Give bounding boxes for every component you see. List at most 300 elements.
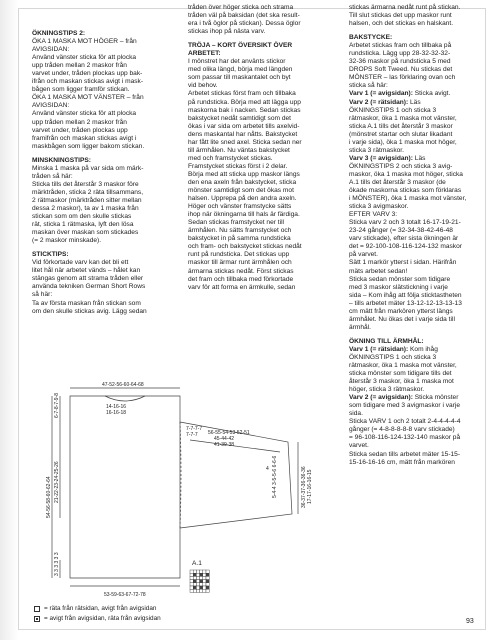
text-line	[349, 324, 480, 332]
text-run: AVIGSIDAN:	[32, 46, 70, 54]
chart-cell	[196, 586, 199, 589]
page-number: 93	[466, 618, 474, 625]
text-run: ärmhål.	[349, 323, 371, 331]
text-run: MÖNSTER – las förklaring ovan och	[349, 74, 456, 82]
text-line	[349, 402, 480, 410]
text-run: maskor, öka 1 maska mot höger, sticka	[349, 170, 463, 178]
sleeve-length-label-2: 17-17-16-16-15	[307, 469, 313, 504]
text-run: cm mätt från markören ytterst längs	[349, 307, 453, 315]
chart-cell	[200, 573, 203, 576]
text-run: Arbetet stickas först fram och tillbaka	[188, 90, 296, 98]
text-column-2	[188, 4, 336, 292]
text-run: Framstycket stickas först i 2 delar.	[188, 162, 288, 170]
text-run: runt på rundsticka. Det stickas upp	[188, 251, 290, 259]
text-run: den ena axeln från bakstycket, sticka	[188, 178, 297, 186]
text-run: ÖKA 1 MASKA MOT HÖGER – från	[32, 38, 137, 46]
text-run: dens maskantal har nåtts. Bakstycket	[188, 130, 298, 138]
text-line	[349, 442, 480, 450]
text-run: mönster samtidigt som det ökas mot	[188, 187, 294, 195]
text-run: i MÖNSTER), öka 1 maska mot vänster,	[349, 195, 467, 203]
chart-cell	[200, 583, 203, 586]
text-run: (= 2 maskor minskade).	[32, 237, 102, 245]
text-run: har fått lite sned axel. Sticka sedan ner	[188, 138, 302, 146]
text-run: i varje sida), öka 1 maska mot höger,	[349, 138, 457, 146]
text-line	[32, 110, 172, 118]
text-line	[349, 300, 480, 308]
text-line	[349, 378, 480, 386]
chart-cell	[203, 570, 206, 573]
text-run: Ta av första maskan från stickan som	[32, 299, 141, 307]
text-run: Sticka avigt.	[412, 90, 451, 98]
text-line	[188, 187, 336, 195]
text-line	[349, 316, 480, 324]
chart-cell	[206, 573, 209, 576]
text-run: varvet under, tråden plockas upp bak-	[32, 70, 143, 78]
text-line	[32, 291, 172, 299]
text-line	[349, 362, 480, 370]
text-run: ÖKNINGSTIPS 2:	[32, 30, 86, 37]
text-line	[349, 99, 480, 107]
text-line	[349, 131, 480, 139]
sleeve-width-label-1: 56-55-54-53-52-51	[208, 430, 250, 436]
text-run: = 96-108-116-124-132-140 maskor på	[349, 434, 461, 442]
text-run: stickan som om den skulle stickas	[32, 213, 132, 221]
top-width-label: 47-52-56-60-64-68	[102, 382, 144, 388]
text-run: maskan över maskan som stickades	[32, 229, 139, 237]
text-line	[349, 203, 480, 211]
text-run: I mönstret har det använts stickor	[188, 58, 286, 66]
bold-run: Varv 1 (= avigsidan):	[349, 90, 413, 98]
text-run: upp tråden mellan 2 maskor från	[32, 118, 127, 126]
bold-run: Varv 3 (= avigsidan):	[349, 154, 413, 162]
text-line	[32, 94, 172, 102]
text-line	[349, 187, 480, 195]
text-line	[188, 284, 336, 292]
text-line	[32, 119, 172, 127]
text-line	[349, 123, 480, 131]
rib-label: 3 3 3 3 3 3	[54, 552, 60, 576]
text-run: Arbetet stickas fram och tillbaka på	[349, 42, 452, 50]
text-line	[32, 197, 172, 205]
text-run: Sticka varv 2 och 3 totalt 16-17-19-21-	[349, 219, 461, 227]
text-line	[349, 308, 480, 316]
text-run: rundsticka. Lägg upp 28-32-32-32-	[349, 50, 451, 58]
text-run: som tidigare med 3 avigmaskor i varje	[349, 402, 461, 410]
text-run: DROPS Soft Tweed. Nu stickas det	[349, 66, 453, 74]
chart-cell	[193, 570, 196, 573]
text-run: ihop när ökningarna till hals är färdiga.	[188, 211, 300, 219]
text-line	[349, 20, 480, 28]
text-line	[32, 127, 172, 135]
text-line	[349, 58, 480, 66]
text-line	[349, 386, 480, 394]
shoulder-label: 6-7-8-7-9-8	[54, 392, 60, 418]
text-line	[349, 235, 480, 243]
text-run: Till slut stickas det upp maskor runt	[349, 12, 452, 20]
text-run: sida – Kom ihåg att följa sticktastheten	[349, 291, 462, 299]
text-run: till ärmhålen. Nu väntas bakstycket	[188, 146, 290, 154]
bottom-width-label: 53-59-63-67-72-78	[104, 592, 146, 598]
text-run: använda tekniken German Short Rows	[32, 283, 146, 291]
empty-square-icon	[34, 606, 40, 612]
text-run: med olika längd, börja med längden	[188, 66, 293, 74]
text-run: Höger och vänster framstycke sätts	[188, 203, 292, 211]
text-run: 15-16-16-16 cm, mätt från markören	[349, 458, 455, 466]
text-line	[32, 46, 172, 54]
text-line	[188, 82, 336, 90]
text-run: A.1 tills det återstår 3 maskor (de	[349, 178, 446, 186]
chart-cell	[190, 570, 193, 573]
text-line	[349, 82, 480, 90]
text-line	[349, 12, 480, 20]
text-run: ÖKNINGSTIPS 2 och sticka 3 avig-	[349, 162, 453, 170]
sleeve-top-label-1: 7-7-7-7	[186, 426, 203, 432]
chart-cell	[203, 589, 206, 592]
text-run: rätmaskor, öka 1 maska mot vänster,	[349, 114, 457, 122]
text-line	[349, 115, 480, 123]
text-line	[32, 229, 172, 237]
text-run: vid behov.	[188, 82, 218, 90]
text-run: AVIGSIDAN:	[32, 102, 70, 110]
text-run: Kom ihåg	[408, 345, 438, 353]
text-run: MINSKNINGSTIPS:	[32, 156, 91, 164]
text-line	[188, 107, 336, 115]
text-run: Sätt 1 markör ytterst i sidan. Härifrån	[349, 259, 457, 267]
text-line	[32, 275, 172, 283]
text-line	[349, 139, 480, 147]
chart-cell	[190, 576, 193, 579]
text-run: TRÖJA – KORT ÖVERSIKT ÖVER	[188, 42, 293, 50]
text-line	[32, 165, 172, 173]
text-line	[349, 394, 480, 402]
sleeve-cuff-label: 4	[266, 466, 269, 472]
text-line	[349, 90, 480, 98]
text-run: stickas ärmarna nedåt runt på stickan.	[349, 4, 461, 11]
text-line	[32, 54, 172, 62]
text-line	[32, 38, 172, 46]
text-line	[349, 434, 480, 442]
text-line	[188, 123, 336, 131]
text-run: – tills arbetet mäter 13-12-12-13-13-13	[349, 299, 462, 307]
text-column-1	[32, 30, 172, 316]
a1-stitch-chart	[190, 570, 209, 592]
chart-cell	[196, 573, 199, 576]
text-line	[349, 459, 480, 467]
text-run: stickas ihop på nästa varv.	[188, 28, 266, 36]
legend-text-knit: = räta från rätsidan, avigt från avigsidan	[44, 605, 157, 612]
text-run: på rundsticka. Börja med att lägga upp	[188, 98, 301, 106]
section-heading	[349, 34, 480, 42]
chart-cell	[193, 580, 196, 583]
legend-item-knit	[34, 604, 161, 614]
section-heading	[188, 42, 336, 50]
text-line	[188, 20, 336, 28]
text-run: stängas genom att strama tråden eller	[32, 275, 144, 283]
text-run: Läs	[408, 98, 421, 106]
chart-cell	[206, 589, 209, 592]
text-run: STICKTIPS:	[32, 251, 69, 259]
bold-run: Varv 2 (= avigsidan):	[349, 394, 413, 402]
text-run: era i två öglor på stickan). Dessa öglor	[188, 20, 301, 28]
neckline	[105, 396, 145, 401]
chart-cell	[206, 576, 209, 579]
chart-cell	[193, 589, 196, 592]
text-run: på varvet.	[349, 251, 378, 259]
text-line	[32, 189, 172, 197]
text-run: halsen. Upprepa på den andra axeln.	[188, 195, 297, 203]
text-line	[349, 346, 480, 354]
text-run: sida.	[349, 410, 363, 418]
text-run: återstår 3 maskor, öka 1 maska mot	[349, 378, 454, 386]
chart-cell	[200, 586, 203, 589]
text-run: 23-24 gånger (= 32-34-38-42-46-48	[349, 227, 453, 235]
text-line	[349, 276, 480, 284]
neck-label-1: 14-16-16	[106, 404, 127, 410]
text-line	[188, 4, 336, 12]
text-line	[32, 213, 172, 221]
text-line	[349, 195, 480, 203]
text-run: maskorna bak i nacken. Sedan stickas	[188, 106, 301, 114]
chart-cell	[206, 583, 209, 586]
text-run: tråden väl på baksidan (det ska result-	[188, 12, 300, 20]
section-heading	[32, 157, 172, 165]
chart-cell	[203, 583, 206, 586]
text-line	[188, 99, 336, 107]
text-run: varv stickade), efter sista ökningen är	[349, 235, 459, 243]
chart-cell	[206, 586, 209, 589]
section-heading	[32, 251, 172, 259]
text-line	[188, 28, 336, 36]
text-run: så här:	[32, 291, 53, 299]
text-run: EFTER VARV 3:	[349, 211, 398, 219]
text-run: ökas i var sida om arbetet tills axelvid-	[188, 122, 300, 130]
text-line	[349, 410, 480, 418]
text-line	[349, 163, 480, 171]
text-line	[32, 237, 172, 245]
text-line	[188, 259, 336, 267]
text-run: ärmarna stickas nedåt. Först stickas	[188, 267, 294, 275]
chart-cell	[203, 586, 206, 589]
text-run: bågen som ligger framför stickan.	[32, 86, 130, 94]
text-run: Sedan stickas framstycket ner till	[188, 219, 285, 227]
text-line	[349, 268, 480, 276]
chart-cell	[206, 570, 209, 573]
text-line	[188, 211, 336, 219]
text-column-3	[349, 4, 480, 467]
sleeve-top-label-2: 7-7-7	[186, 432, 198, 438]
text-line	[188, 276, 336, 284]
chart-cell	[193, 576, 196, 579]
text-line	[188, 203, 336, 211]
text-run: tråden över höger sticka och strama	[188, 4, 294, 11]
text-run: sticka mönster som tidigare tills det	[349, 370, 452, 378]
section-heading	[32, 30, 172, 38]
text-run: Sticka sedan tills arbetet mäter 15-15-	[349, 450, 461, 458]
text-line	[188, 115, 336, 123]
text-line	[349, 284, 480, 292]
text-run: sticka 3 avigmaskor.	[349, 203, 409, 211]
chart-cell	[203, 576, 206, 579]
text-line	[32, 308, 172, 316]
chart-cell	[190, 580, 193, 583]
text-line	[32, 181, 172, 189]
text-line	[349, 259, 480, 267]
text-line	[349, 107, 480, 115]
text-line	[349, 42, 480, 50]
text-run: ÖKNINGSTIPS 1 och sticka 3	[349, 106, 437, 114]
text-line	[32, 221, 172, 229]
neck-label-2: 16-16-18	[106, 410, 127, 416]
chart-legend	[34, 604, 161, 624]
text-run: med 3 maskor slätstickning i varje	[349, 283, 448, 291]
text-run: sticka 3 rätmaskor.	[349, 146, 404, 154]
text-line	[349, 171, 480, 179]
text-run: varv för att forma en ärmkulle, sedan	[188, 283, 296, 291]
text-line	[188, 268, 336, 276]
text-line	[349, 292, 480, 300]
chart-cell	[196, 589, 199, 592]
text-run: Sticka VARV 1 och 2 totalt 2-4-4-4-4-4	[349, 418, 461, 426]
chart-cell	[200, 570, 203, 573]
chart-cell	[193, 573, 196, 576]
text-run: Börja med att sticka upp maskor längs	[188, 170, 300, 178]
text-run: varvet under, tråden plockas upp	[32, 126, 128, 134]
text-run: framifrån och maskan stickas avigt i	[32, 134, 137, 142]
text-run: som passar till maskantalet och byt	[188, 74, 291, 82]
text-run: upp tråden mellan 2 maskor från	[32, 62, 127, 70]
text-run: märktråden, sticka 2 räta tillsammans,	[32, 188, 144, 196]
legend-item-purl	[34, 614, 161, 624]
text-run: Sticka sedan mönster som tidigare	[349, 275, 451, 283]
text-line	[188, 12, 336, 20]
text-line	[349, 4, 480, 12]
text-line	[349, 370, 480, 378]
text-run: och fram- och bakstycket stickas nedåt	[188, 243, 302, 251]
chart-a1-label: A.1	[192, 560, 202, 567]
text-run: tråden så här:	[32, 172, 73, 180]
text-line	[32, 283, 172, 291]
text-run: varvet.	[349, 442, 369, 450]
chart-cell	[196, 580, 199, 583]
armhole-label: 21-22-23-24-25-26	[54, 461, 60, 503]
chart-cell	[200, 576, 203, 579]
text-run: ÖKNING TILL ÄRMHÅL:	[349, 337, 424, 345]
chart-cell	[196, 583, 199, 586]
chart-cell	[190, 583, 193, 586]
text-line	[32, 135, 172, 143]
text-line	[188, 74, 336, 82]
text-run: 2 rätmaskor (märktråden sitter mellan	[32, 196, 142, 204]
text-line	[349, 211, 480, 219]
text-run: det = 92-100-108-116-124-132 maskor	[349, 243, 462, 251]
sleeve-width-label-2: 45-44-42	[214, 436, 235, 442]
text-run: Använd vänster sticka för att plocka	[32, 54, 137, 62]
text-run: Vid förkortade varv kan det bli ett	[32, 259, 129, 267]
bold-run: Varv 1 (= rätsidan):	[349, 345, 409, 353]
text-run: litet hål när arbetet vänds – hålet kan	[32, 267, 141, 275]
text-run: ARBETET:	[188, 50, 221, 58]
text-line	[188, 163, 336, 171]
text-run: ifrån och maskan stickas avigt i mask-	[32, 78, 144, 86]
text-line	[188, 139, 336, 147]
text-line	[188, 66, 336, 74]
text-run: BAKSTYCKE:	[349, 34, 393, 42]
text-line	[188, 147, 336, 155]
text-line	[32, 300, 172, 308]
length-label: 54-56-58-60-62-64	[46, 476, 52, 518]
text-line	[188, 155, 336, 163]
text-run: gånger (= 4-8-8-8-8-8 varv stickade)	[349, 426, 455, 434]
text-line	[188, 131, 336, 139]
sleeve-side-label: 5-4-4 3-5-5-6 6-6-6	[272, 455, 278, 498]
text-run: rätmaskor, öka 1 maska mot vänster,	[349, 362, 457, 370]
chart-cell	[196, 576, 199, 579]
text-run: ÖKNINGSTIPS 1 och sticka 3	[349, 353, 437, 361]
text-run: Läs	[412, 154, 426, 162]
text-line	[188, 58, 336, 66]
text-line	[349, 155, 480, 163]
chart-cell	[193, 583, 196, 586]
chart-cell	[190, 573, 193, 576]
text-line	[32, 173, 172, 181]
text-run: Sticka mönster	[412, 394, 459, 402]
body-outline	[70, 396, 180, 578]
text-line	[32, 143, 172, 151]
text-line	[188, 90, 336, 98]
text-run: sticka så här:	[349, 82, 388, 90]
sleeve-length-label: 36-37-37-36-36-36	[301, 466, 307, 508]
text-line	[349, 451, 480, 459]
text-run: sticka A.1 tills det återstår 3 maskor	[349, 122, 453, 130]
text-line	[349, 227, 480, 235]
text-run: bakstycket nedåt samtidigt som det	[188, 114, 291, 122]
text-run: höger, sticka 3 rätmaskor.	[349, 386, 425, 394]
text-run: halsen, och det stickas en halskant.	[349, 20, 454, 28]
text-line	[32, 205, 172, 213]
text-run: ÖKA 1 MASKA MOT VÄNSTER – från	[32, 94, 144, 102]
text-line	[32, 102, 172, 110]
text-run: med och framstycket stickas.	[188, 154, 273, 162]
text-run: 32-36 maskor på rundsticka 5 med	[349, 58, 451, 66]
chart-cell	[206, 580, 209, 583]
chart-cell	[190, 589, 193, 592]
chart-cell	[190, 586, 193, 589]
chart-cell	[203, 573, 206, 576]
section-heading	[188, 50, 336, 58]
text-run: bakstycket in på samma rundsticka	[188, 235, 291, 243]
text-run: Minska 1 maska på var sida om märk-	[32, 164, 144, 172]
chart-cell	[193, 586, 196, 589]
text-line	[349, 147, 480, 155]
text-run: om den skulle stickas avig. Lägg sedan	[32, 307, 147, 315]
chart-cell	[200, 580, 203, 583]
text-run: ärmhålet. Nu ökas det i varje sida till	[349, 315, 455, 323]
text-run: ökade maskorna stickas som förklaras	[349, 187, 462, 195]
chart-cell	[203, 580, 206, 583]
text-line	[188, 179, 336, 187]
measurement-diagram	[30, 378, 330, 603]
text-run: ärmhålen. Nu sätts framstycket och	[188, 227, 292, 235]
sleeve-width-dimension	[190, 440, 280, 452]
chart-cell	[200, 589, 203, 592]
sleeve-width-label-3: 41-39-38	[214, 442, 235, 448]
bold-run: Varv 2 (= rätsidan):	[349, 98, 409, 106]
text-run: Sticka tills det återstår 3 maskor före	[32, 180, 139, 188]
text-run: maskbågen som ligger bakom stickan.	[32, 142, 145, 150]
text-run: maskor till ärmar runt ärmhålen och	[188, 259, 292, 267]
page-edge-shadow	[0, 0, 18, 640]
text-run: det fram och tillbaka med förkortade	[188, 275, 294, 283]
